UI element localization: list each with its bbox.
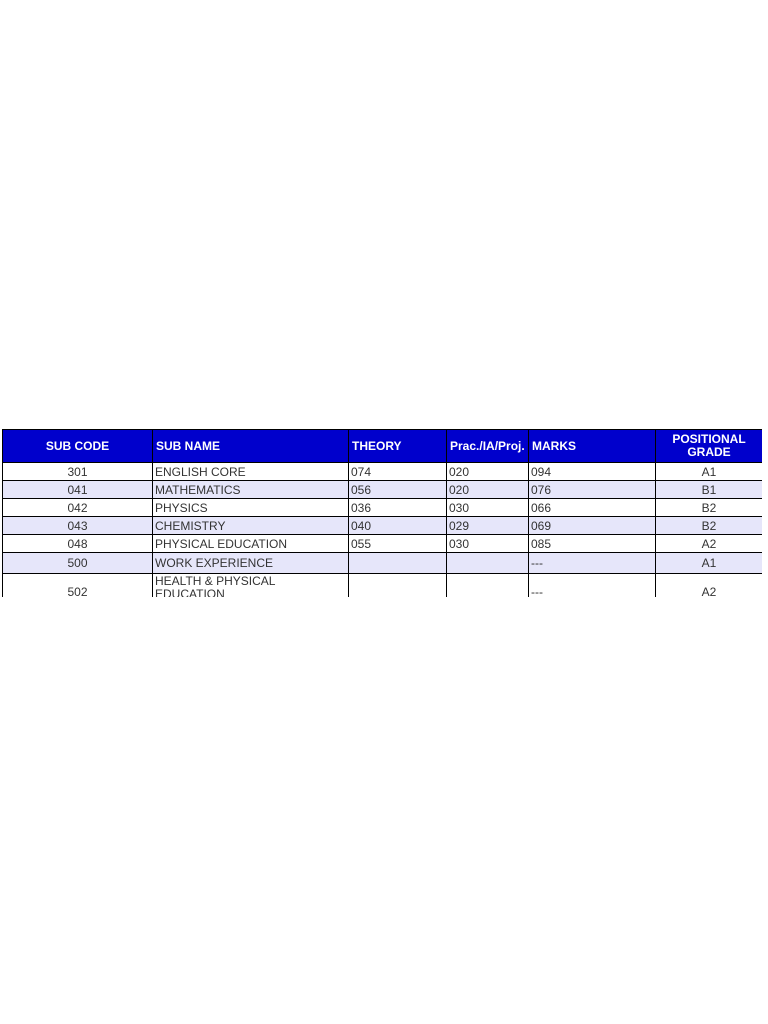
cell-prac: 030 [447,535,529,553]
table-row [3,535,763,553]
cell-theory: 055 [349,535,447,553]
table-row [3,481,763,499]
cell-grade: B2 [656,517,763,535]
table-row [3,463,763,481]
cell-sub-name: ENGLISH CORE [153,463,349,481]
cell-grade: A1 [656,463,763,481]
table-row [3,553,763,574]
cell-theory: 040 [349,517,447,535]
cell-marks: 076 [529,481,656,499]
cell-sub-name: PHYSICAL EDUCATION [153,535,349,553]
cell-grade: A1 [656,553,763,574]
header-sub-code: SUB CODE [3,430,153,463]
cell-theory [349,574,447,598]
cell-marks: 069 [529,517,656,535]
cell-grade: B2 [656,499,763,517]
cell-sub-code: 500 [3,553,153,574]
cell-sub-name: WORK EXPERIENCE [153,553,349,574]
cell-marks: 094 [529,463,656,481]
cell-theory [349,553,447,574]
cell-grade: A2 [656,574,763,598]
cell-sub-name: HEALTH & PHYSICAL EDUCATION [153,574,349,598]
cell-prac: 030 [447,499,529,517]
cell-theory: 036 [349,499,447,517]
table-row [3,517,763,535]
cell-marks: 085 [529,535,656,553]
cell-prac: 020 [447,481,529,499]
header-positional-grade: POSITIONAL GRADE [656,430,763,463]
cell-sub-name: CHEMISTRY [153,517,349,535]
cell-prac [447,553,529,574]
cell-sub-code: 043 [3,517,153,535]
marks-table [2,429,762,597]
cell-prac: 020 [447,463,529,481]
cell-sub-code: 041 [3,481,153,499]
table-row [3,574,763,598]
table-row [3,499,763,517]
cell-sub-code: 048 [3,535,153,553]
cell-sub-code: 502 [3,574,153,598]
cell-prac: 029 [447,517,529,535]
cell-sub-code: 042 [3,499,153,517]
marks-table-container [2,429,762,597]
header-prac: Prac./IA/Proj. [447,430,529,463]
header-sub-name: SUB NAME [153,430,349,463]
cell-sub-name: PHYSICS [153,499,349,517]
cell-prac [447,574,529,598]
cell-theory: 074 [349,463,447,481]
header-marks: MARKS [529,430,656,463]
cell-marks: --- [529,574,656,598]
cell-sub-code: 301 [3,463,153,481]
cell-grade: A2 [656,535,763,553]
cell-grade: B1 [656,481,763,499]
cell-marks: 066 [529,499,656,517]
cell-sub-name: MATHEMATICS [153,481,349,499]
header-theory: THEORY [349,430,447,463]
table-header-row [3,430,763,463]
cell-theory: 056 [349,481,447,499]
cell-marks: --- [529,553,656,574]
